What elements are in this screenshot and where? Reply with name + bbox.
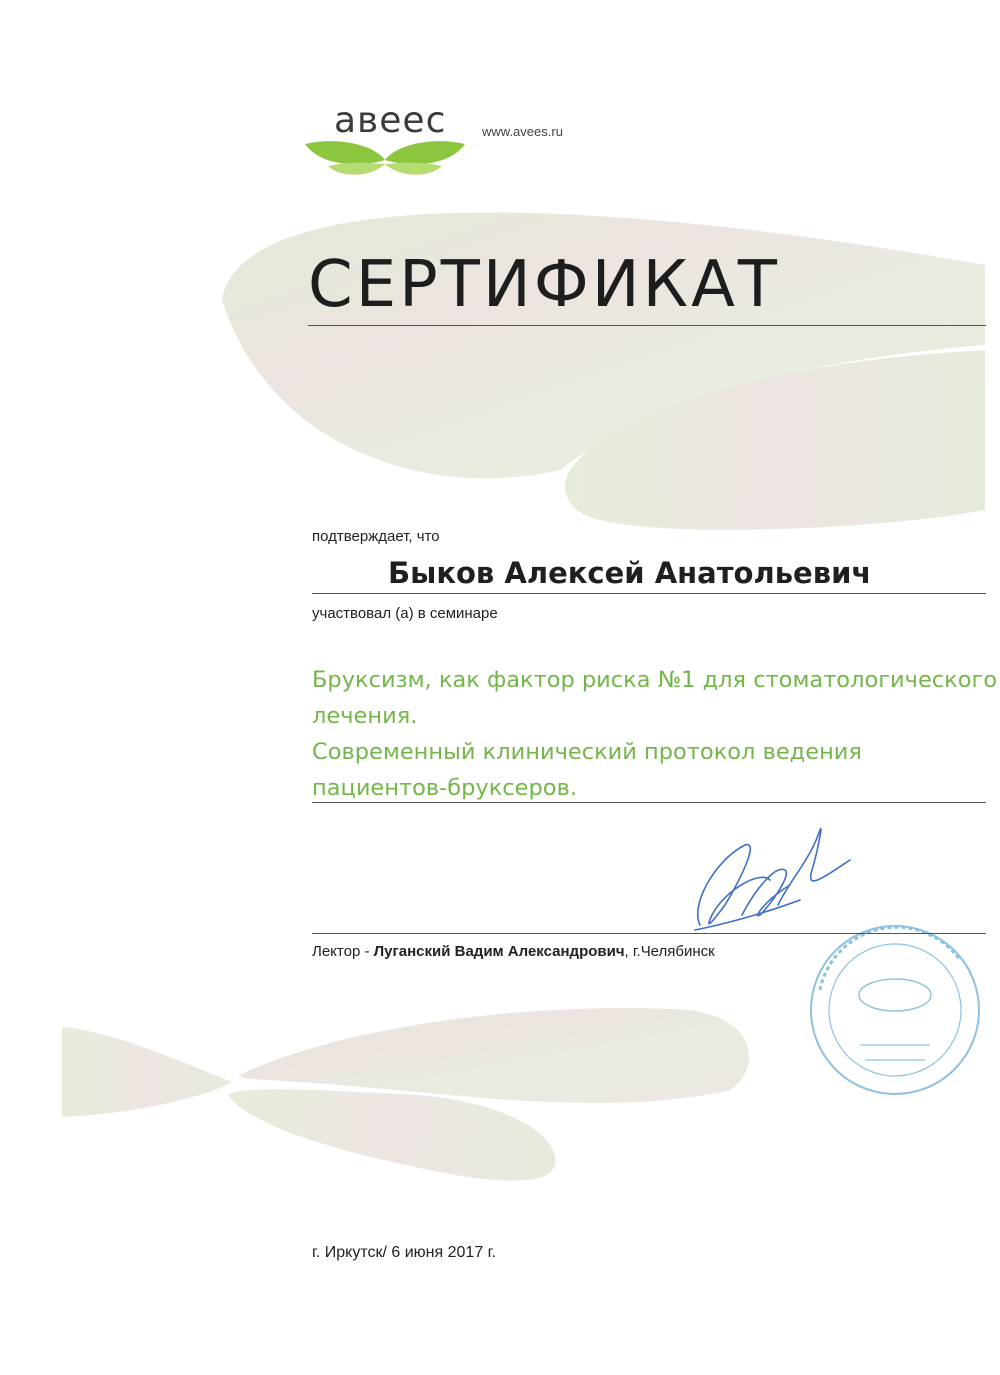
seminar-topic-line: Современный клинический протокол ведения [312, 739, 862, 765]
website-url: www.avees.ru [482, 124, 563, 139]
green-leaf-wings-icon [300, 136, 470, 181]
bottom-right-lower-wing-shape [228, 1089, 555, 1180]
bottom-right-upper-wing-shape [238, 1008, 749, 1103]
lecturer-line [312, 943, 715, 960]
title-divider [308, 325, 986, 326]
lecturer-prefix: Лектор - [312, 943, 374, 960]
bottom-left-wing-shape [62, 1027, 232, 1117]
lecturer-city: , г.Челябинск [624, 943, 715, 960]
recipient-name: Быков Алексей Анатольевич [388, 556, 872, 590]
topic-divider [312, 802, 986, 803]
confirms-text: подтверждает, что [312, 528, 440, 545]
stamp-icon [811, 926, 979, 1094]
seminar-topic [312, 662, 998, 806]
lecturer-name: Луганский Вадим Александрович [373, 943, 625, 960]
participated-text: участвовал (а) в семинаре [312, 605, 498, 622]
name-divider [312, 593, 986, 594]
logo-wordmark: авеес [334, 100, 447, 141]
place-date: г. Иркутск/ 6 июня 2017 г. [312, 1244, 496, 1261]
seminar-topic-line: пациентов-бруксеров. [312, 775, 577, 801]
certificate-title: СЕРТИФИКАТ [308, 248, 780, 322]
lecturer-divider [312, 933, 986, 934]
logo [300, 100, 480, 180]
signature-icon [695, 829, 850, 930]
seminar-topic-line: Бруксизм, как фактор риска №1 для стоматологического [312, 667, 998, 693]
seminar-topic-line: лечения. [312, 703, 418, 729]
